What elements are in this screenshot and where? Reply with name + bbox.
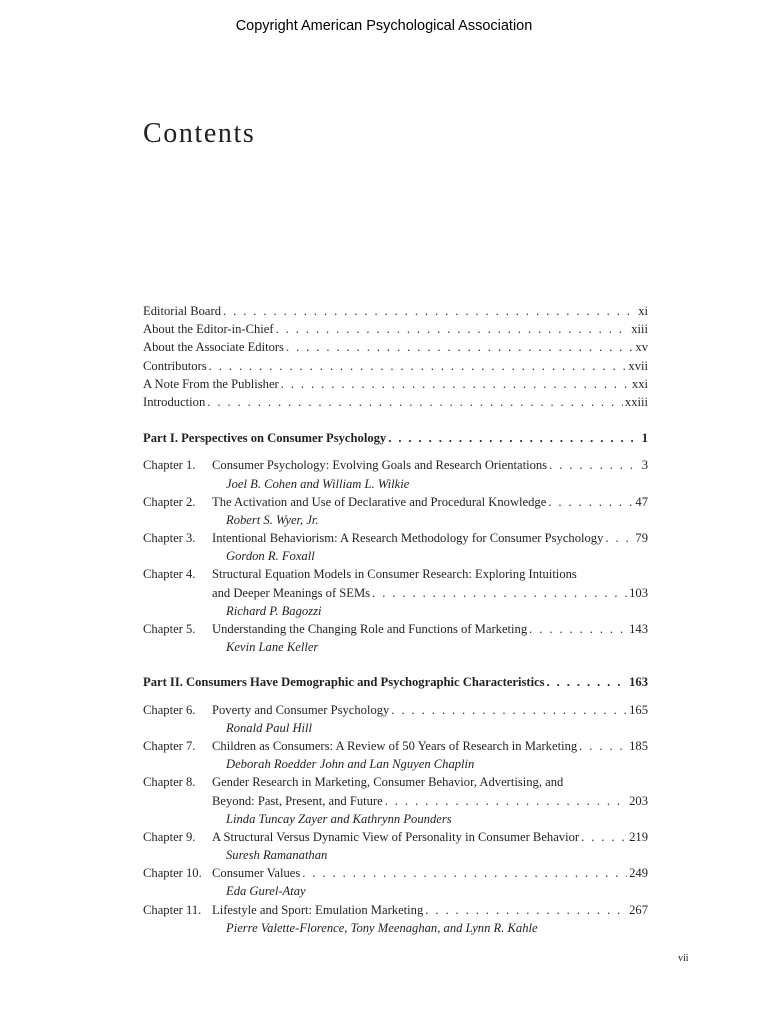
toc-entry-introduction[interactable]: [143, 393, 648, 411]
toc-entry-editorial-board[interactable]: [143, 302, 648, 320]
chapter-page: 79: [635, 531, 648, 546]
dot-leader: [302, 864, 627, 882]
chapter-title-line-1: Gender Research in Marketing, Consumer Behavior, Advertising, and: [212, 775, 564, 790]
chapter-title: Intentional Behaviorism: A Research Methodology for Consumer Psychology: [212, 531, 604, 546]
chapter-label: Chapter 6.: [143, 702, 196, 717]
toc-part-1[interactable]: [143, 429, 648, 447]
dot-leader: [529, 620, 627, 638]
dot-leader: [548, 493, 633, 511]
chapter-page: 219: [629, 829, 648, 844]
dot-leader: [276, 320, 630, 338]
chapter-page: 3: [641, 458, 648, 473]
chapter-label: Chapter 3.: [143, 531, 196, 546]
chapter-authors: Eda Gurel-Atay: [226, 884, 306, 899]
toc-entry-title: Contributors: [143, 358, 207, 373]
dot-leader: [207, 393, 623, 411]
toc-chapter-8[interactable]: [143, 773, 648, 828]
chapter-title-line-1: Structural Equation Models in Consumer Research: Exploring Intuitions: [212, 567, 577, 582]
toc-entry-page: xxi: [631, 376, 648, 391]
toc-entry-page: xv: [635, 340, 648, 355]
toc-chapter-10[interactable]: [143, 864, 648, 900]
dot-leader: [547, 673, 628, 691]
chapter-title-line-2: and Deeper Meanings of SEMs: [212, 585, 371, 600]
chapter-authors: Suresh Ramanathan: [226, 848, 328, 863]
chapter-authors: Joel B. Cohen and William L. Wilkie: [226, 476, 410, 491]
dot-leader: [388, 429, 639, 447]
dot-leader: [391, 701, 627, 719]
chapter-title: Poverty and Consumer Psychology: [212, 702, 390, 717]
chapter-page: 249: [629, 866, 648, 881]
dot-leader: [549, 456, 640, 474]
chapter-page: 47: [635, 494, 648, 509]
chapter-label: Chapter 5.: [143, 622, 196, 636]
toc-entry-contributors[interactable]: [143, 357, 648, 375]
chapter-title: The Activation and Use of Declarative and Procedural Knowledge: [212, 494, 547, 509]
chapter-label: Chapter 9.: [143, 829, 196, 844]
chapter-label: Chapter 7.: [143, 738, 196, 753]
part-page: 163: [629, 675, 648, 690]
toc-chapter-3[interactable]: [143, 529, 648, 565]
toc-entry-page: xxiii: [624, 394, 648, 409]
chapter-page: 143: [629, 622, 648, 636]
chapter-authors: Richard P. Bagozzi: [226, 603, 322, 618]
chapter-label: Chapter 10.: [143, 866, 202, 881]
copyright-notice: Copyright American Psychological Association: [235, 18, 533, 34]
toc-entry-title: About the Associate Editors: [143, 340, 284, 355]
chapter-page: 203: [629, 793, 648, 808]
chapter-page: 103: [629, 585, 648, 600]
toc-chapter-4[interactable]: [143, 565, 648, 620]
toc-entry-title: About the Editor-in-Chief: [143, 322, 274, 337]
table-of-contents: [143, 302, 648, 937]
chapter-label: Chapter 1.: [143, 458, 196, 473]
chapter-authors: Deborah Roedder John and Lan Nguyen Chaplin: [226, 757, 475, 772]
toc-chapter-6[interactable]: [143, 701, 648, 737]
chapter-title: Children as Consumers: A Review of 50 Years of Research in Marketing: [212, 738, 578, 753]
part-title: Part I. Perspectives on Consumer Psychology: [143, 431, 387, 446]
chapter-title-line-2: Beyond: Past, Present, and Future: [212, 793, 383, 808]
toc-entry-title: A Note From the Publisher: [143, 376, 279, 391]
toc-entry-page: xiii: [631, 322, 648, 337]
chapter-title: Consumer Psychology: Evolving Goals and Research Orientations: [212, 458, 548, 473]
chapter-title: Consumer Values: [212, 866, 301, 881]
toc-chapter-11[interactable]: [143, 901, 648, 937]
toc-chapter-9[interactable]: [143, 828, 648, 864]
chapter-page: 165: [629, 702, 648, 717]
toc-chapter-5[interactable]: [143, 620, 648, 656]
dot-leader: [209, 357, 627, 375]
chapter-title: Lifestyle and Sport: Emulation Marketing: [212, 902, 424, 917]
chapter-label: Chapter 11.: [143, 902, 202, 917]
dot-leader: [605, 529, 633, 547]
chapter-label: Chapter 4.: [143, 567, 196, 582]
toc-entry-about-editor[interactable]: [143, 320, 648, 338]
dot-leader: [425, 901, 627, 919]
chapter-label: Chapter 8.: [143, 775, 196, 790]
dot-leader: [286, 338, 633, 356]
dot-leader: [281, 375, 630, 393]
toc-entry-title: Editorial Board: [143, 304, 221, 318]
toc-entry-page: xi: [638, 304, 648, 318]
chapter-page: 185: [629, 738, 648, 753]
chapter-title: A Structural Versus Dynamic View of Personality in Consumer Behavior: [212, 829, 580, 844]
dot-leader: [372, 584, 627, 602]
page-number: vii: [678, 953, 689, 964]
page-title: Contents: [143, 118, 256, 149]
chapter-page: 267: [629, 902, 648, 917]
toc-chapter-7[interactable]: [143, 737, 648, 773]
dot-leader: [385, 792, 627, 810]
toc-chapter-1[interactable]: [143, 456, 648, 492]
chapter-authors: Kevin Lane Keller: [226, 640, 319, 655]
chapter-authors: Robert S. Wyer, Jr.: [226, 512, 319, 527]
dot-leader: [223, 302, 636, 320]
chapter-authors: Linda Tuncay Zayer and Kathrynn Pounders: [226, 811, 452, 826]
dot-leader: [581, 828, 627, 846]
part-page: 1: [641, 431, 648, 446]
dot-leader: [579, 737, 627, 755]
toc-entry-about-associate-editors[interactable]: [143, 338, 648, 356]
toc-entry-title: Introduction: [143, 394, 206, 409]
toc-entry-note-from-publisher[interactable]: [143, 375, 648, 393]
chapter-authors: Ronald Paul Hill: [226, 720, 313, 735]
chapter-label: Chapter 2.: [143, 494, 196, 509]
part-title: Part II. Consumers Have Demographic and Psychographic Characteristics: [143, 675, 545, 690]
toc-chapter-2[interactable]: [143, 493, 648, 529]
chapter-authors: Pierre Valette-Florence, Tony Meenaghan, and Lynn R. Kahle: [226, 920, 538, 935]
chapter-authors: Gordon R. Foxall: [226, 549, 315, 564]
toc-part-2[interactable]: [143, 673, 648, 691]
toc-entry-page: xvii: [628, 358, 648, 373]
chapter-title: Understanding the Changing Role and Functions of Marketing: [212, 622, 528, 636]
